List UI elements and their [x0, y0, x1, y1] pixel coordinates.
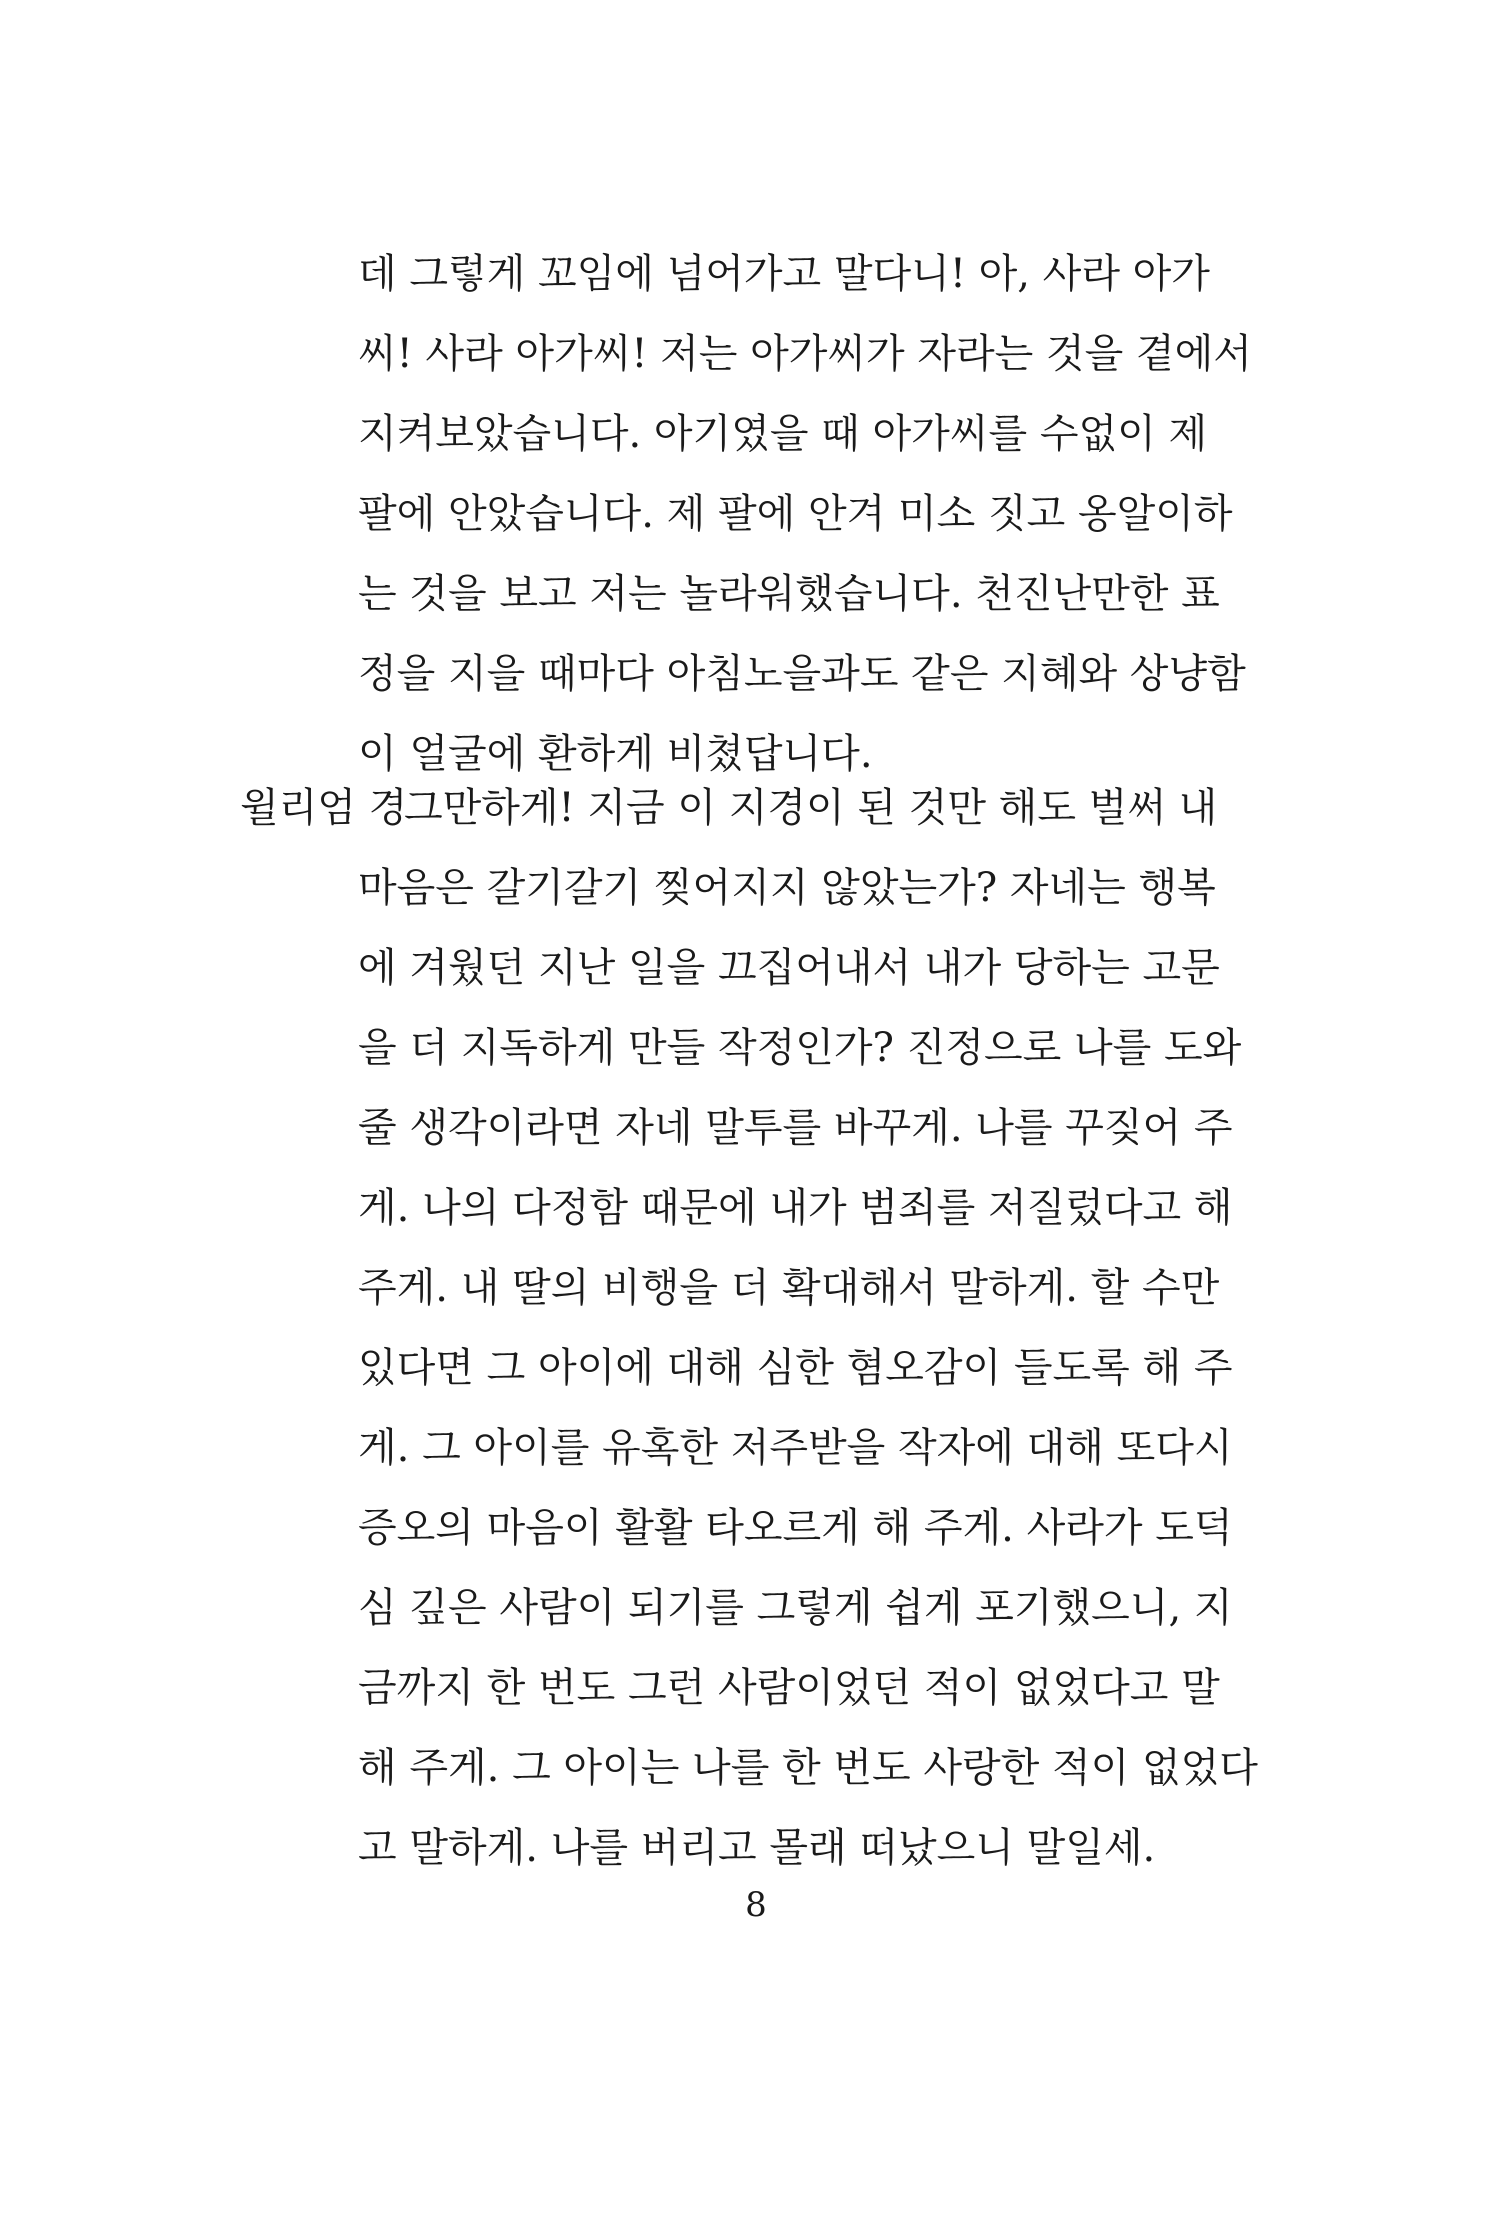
speech-line: 그만하게! 지금 이 지경이 된 것만 해도 벌써 내 — [404, 785, 1218, 831]
speech-line: 줄 생각이라면 자네 말투를 바꾸게. 나를 꾸짖어 주 — [358, 1105, 1233, 1151]
speech-line: 있다면 그 아이에 대해 심한 혐오감이 들도록 해 주 — [358, 1345, 1233, 1391]
speech-line: 게. 나의 다정함 때문에 내가 범죄를 저질렀다고 해 — [358, 1185, 1233, 1231]
speech-line: 는 것을 보고 저는 놀라워했습니다. 천진난만한 표 — [358, 571, 1220, 617]
speech-line: 데 그렇게 꼬임에 넘어가고 말다니! 아, 사라 아가 — [358, 251, 1210, 297]
speech-line: 팔에 안았습니다. 제 팔에 안겨 미소 짓고 옹알이하 — [358, 491, 1233, 537]
speech-line: 게. 그 아이를 유혹한 저주받을 작자에 대해 또다시 — [358, 1425, 1233, 1471]
speech-line: 이 얼굴에 환하게 비쳤답니다. — [358, 731, 873, 777]
speech-line: 주게. 내 딸의 비행을 더 확대해서 말하게. 할 수만 — [358, 1265, 1220, 1311]
page-number: 8 — [745, 1885, 767, 1925]
speech-line: 증오의 마음이 활활 타오르게 해 주게. 사라가 도덕 — [358, 1505, 1233, 1551]
speech-line: 마음은 갈기갈기 찢어지지 않았는가? 자네는 행복 — [358, 865, 1216, 911]
speech-line: 고 말하게. 나를 버리고 몰래 떠났으니 말일세. — [358, 1825, 1156, 1871]
speech-line: 해 주게. 그 아이는 나를 한 번도 사랑한 적이 없었다 — [358, 1745, 1258, 1791]
speech-line: 에 겨웠던 지난 일을 끄집어내서 내가 당하는 고문 — [358, 945, 1220, 991]
speech-line: 금까지 한 번도 그런 사람이었던 적이 없었다고 말 — [358, 1665, 1220, 1711]
speech-line: 정을 지을 때마다 아침노을과도 같은 지혜와 상냥함 — [358, 651, 1246, 697]
speech-line: 심 깊은 사람이 되기를 그렇게 쉽게 포기했으니, 지 — [358, 1585, 1233, 1631]
speech-line: 씨! 사라 아가씨! 저는 아가씨가 자라는 것을 곁에서 — [358, 331, 1252, 377]
speaker-name: 윌리엄 경 — [240, 785, 408, 831]
speech-line: 을 더 지독하게 만들 작정인가? 진정으로 나를 도와 — [358, 1025, 1242, 1071]
speech-line: 지켜보았습니다. 아기였을 때 아가씨를 수없이 제 — [358, 411, 1208, 457]
